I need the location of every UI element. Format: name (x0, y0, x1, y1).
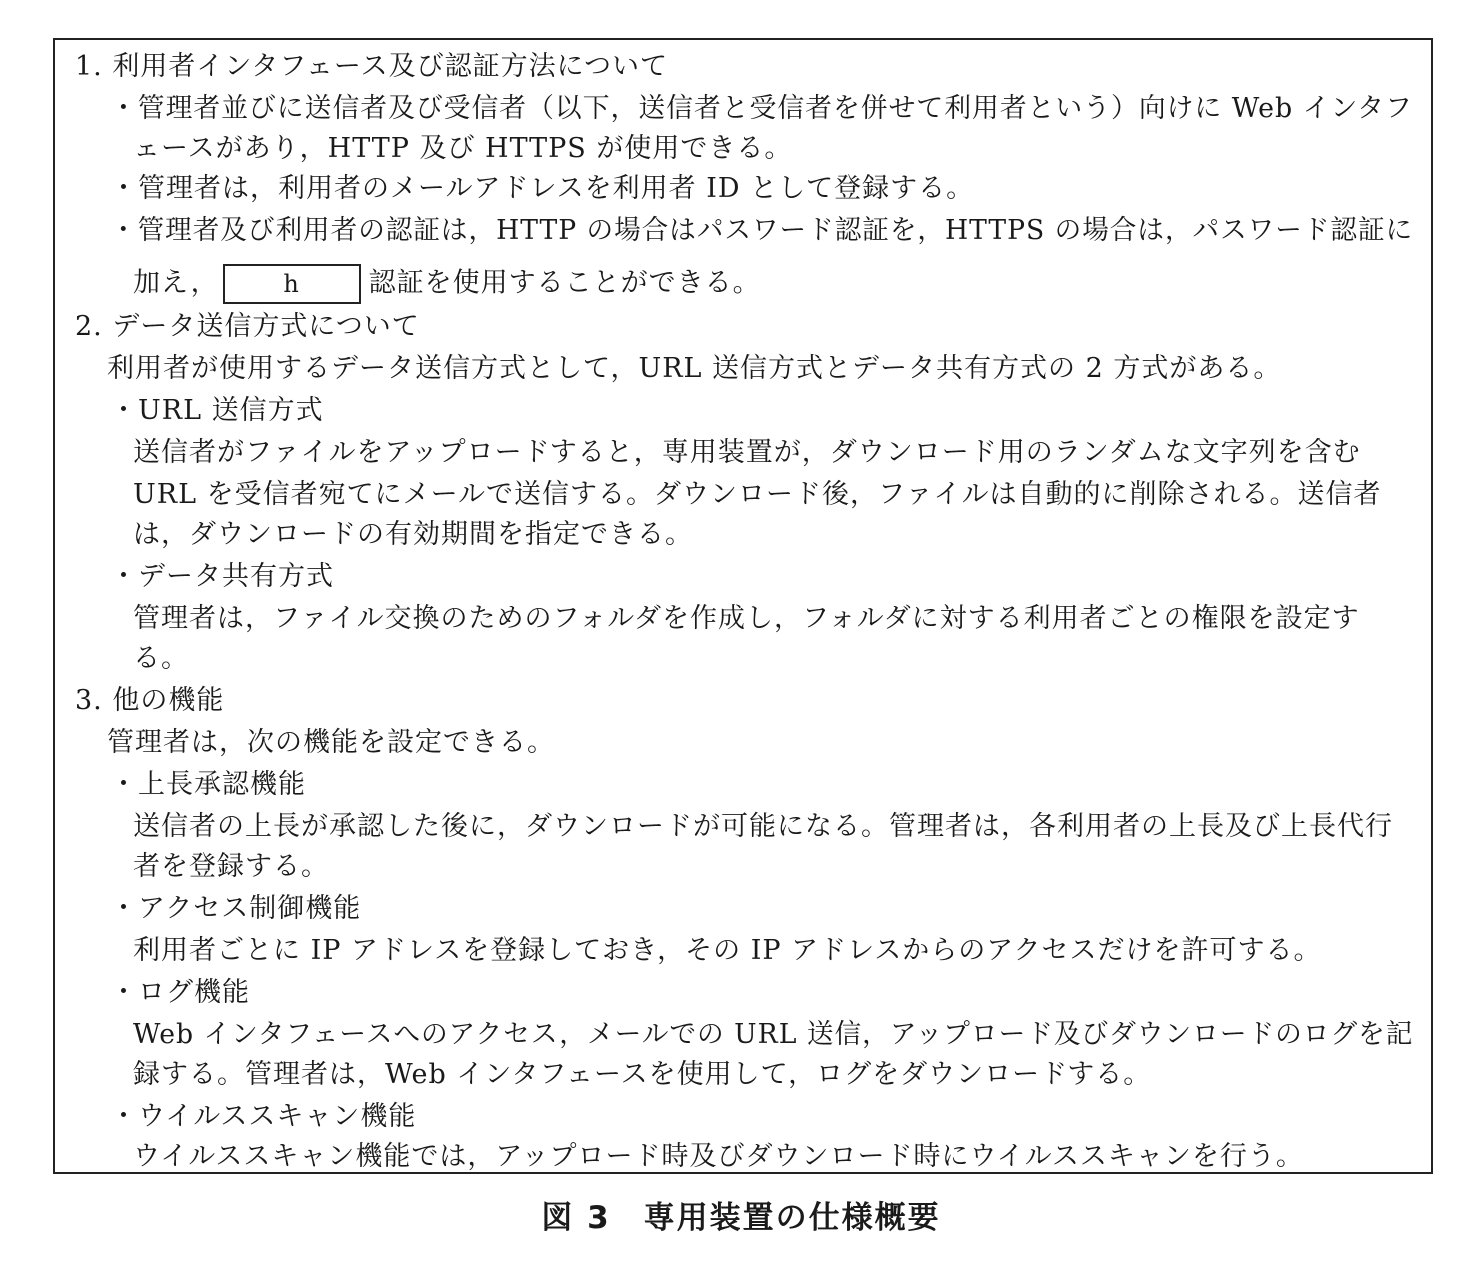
section-3-item-3-line-1: Web インタフェースへのアクセス，メールでの URL 送信，アップロード及びダウンロードのログを記 (133, 1019, 1414, 1050)
section-3-item-2-title: ・アクセス制御機能 (110, 893, 362, 924)
section-3-item-3-line-2: 録する。管理者は，Web インタフェースを使用して，ログをダウンロードする。 (133, 1059, 1152, 1090)
answer-blank-h: h (223, 264, 361, 304)
section-3-item-1-title: ・上長承認機能 (110, 769, 306, 800)
section-2-item-1-line-1: 送信者がファイルをアップロードすると，専用装置が，ダウンロード用のランダムな文字列を含む (133, 437, 1361, 468)
section-2-heading: 2. データ送信方式について (75, 311, 420, 342)
section-3-intro: 管理者は，次の機能を設定できる。 (107, 727, 555, 758)
section-1-bullet-2: ・管理者は，利用者のメールアドレスを利用者 ID として登録する。 (110, 173, 975, 204)
section-1-bullet-1-line-1: ・管理者並びに送信者及び受信者（以下，送信者と受信者を併せて利用者という）向けに Web インタフ (110, 93, 1413, 124)
section-1-bullet-3-line-2 (133, 264, 761, 304)
section-1-heading: 1. 利用者インタフェース及び認証方法について (75, 51, 669, 82)
section-3-item-4-line-1: ウイルススキャン機能では，アップロード時及びダウンロード時にウイルススキャンを行う。 (133, 1141, 1304, 1172)
section-1-bullet-1-line-2: ェースがあり，HTTP 及び HTTPS が使用できる。 (133, 133, 793, 164)
section-1-bullet-3-line-1: ・管理者及び利用者の認証は，HTTP の場合はパスワード認証を，HTTPS の場合は，パスワード認証に (110, 215, 1414, 246)
section-3-item-2-line-1: 利用者ごとに IP アドレスを登録しておき，その IP アドレスからのアクセスだけを許可する。 (133, 935, 1322, 966)
section-2-item-2-line-1: 管理者は，ファイル交換のためのフォルダを作成し，フォルダに対する利用者ごとの権限を設定す (133, 603, 1360, 634)
bullet-3-line-2-suffix: 認証を使用することができる。 (368, 267, 761, 299)
section-3-heading: 3. 他の機能 (75, 685, 225, 716)
spec-box (53, 38, 1433, 1174)
section-2-item-1-line-3: は，ダウンロードの有効期間を指定できる。 (133, 519, 693, 550)
section-2-item-1-line-2: URL を受信者宛てにメールで送信する。ダウンロード後，ファイルは自動的に削除される。送信者 (133, 479, 1382, 510)
bullet-3-line-2-prefix: 加え， (133, 267, 219, 299)
section-2-intro: 利用者が使用するデータ送信方式として，URL 送信方式とデータ共有方式の 2 方式がある。 (107, 353, 1282, 384)
section-2-item-1-title: ・URL 送信方式 (110, 395, 324, 426)
section-3-item-4-title: ・ウイルススキャン機能 (110, 1101, 417, 1132)
figure-caption: 図 3 専用装置の仕様概要 (541, 1200, 941, 1236)
section-3-item-1-line-2: 者を登録する。 (133, 851, 329, 882)
section-2-item-2-line-2: る。 (133, 643, 189, 674)
section-3-item-3-title: ・ログ機能 (110, 977, 250, 1008)
section-3-item-1-line-1: 送信者の上長が承認した後に，ダウンロードが可能になる。管理者は，各利用者の上長及び上長代行 (133, 811, 1393, 842)
section-2-item-2-title: ・データ共有方式 (110, 561, 334, 592)
